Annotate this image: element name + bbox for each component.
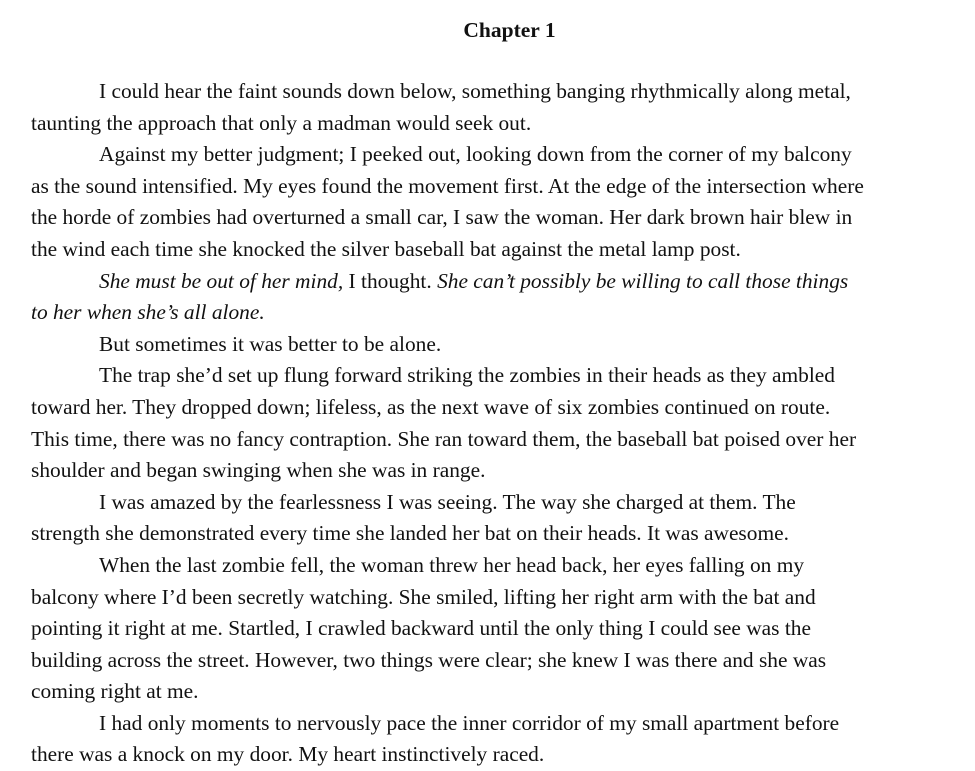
chapter-body <box>31 76 931 771</box>
text-line: taunting the approach that only a madman would seek out. <box>31 110 532 135</box>
text-line: there was a knock on my door. My heart instinctively raced. <box>31 742 545 767</box>
text-line: I could hear the faint sounds down below, something banging rhythmically along metal, <box>99 79 851 103</box>
text-line: coming right at me. <box>31 679 199 704</box>
text-line: This time, there was no fancy contraption. She ran toward them, the baseball bat poised over her <box>31 426 857 451</box>
text-line-mixed <box>31 266 931 298</box>
text-line: When the last zombie fell, the woman threw her head back, her eyes falling on my <box>99 552 805 577</box>
text-line: building across the street. However, two things were clear; she knew I was there and she was <box>31 647 827 672</box>
italic-thought: She can’t possibly be willing to call those things <box>437 268 849 293</box>
text-line: I had only moments to nervously pace the inner corridor of my small apartment before <box>99 710 840 735</box>
text-line: I was amazed by the fearlessness I was seeing. The way she charged at them. The <box>99 489 796 514</box>
text-line: pointing it right at me. Startled, I crawled backward until the only thing I could see was the <box>31 616 811 641</box>
text-line: strength she demonstrated every time she landed her bat on their heads. It was awesome. <box>31 521 789 546</box>
plain-text: I thought. <box>343 268 438 293</box>
text-line: Against my better judgment; I peeked out, looking down from the corner of my balcony <box>99 142 852 167</box>
text-line: as the sound intensified. My eyes found the movement first. At the edge of the intersection where <box>31 173 864 198</box>
italic-thought: She must be out of her mind, <box>99 268 344 293</box>
text-line: The trap she’d set up flung forward striking the zombies in their heads as they ambled <box>99 363 835 388</box>
text-line: toward her. They dropped down; lifeless, as the next wave of six zombies continued on route. <box>31 394 831 419</box>
text-line: balcony where I’d been secretly watching. She smiled, lifting her right arm with the bat and <box>31 584 816 609</box>
text-line-italic <box>31 297 931 329</box>
text-line: shoulder and began swinging when she was in range. <box>31 458 486 483</box>
text-line: But sometimes it was better to be alone. <box>99 331 442 356</box>
text-line: the horde of zombies had overturned a small car, I saw the woman. Her dark brown hair blew in <box>31 205 853 230</box>
chapter-title: Chapter 1 <box>463 18 556 42</box>
italic-thought: to her when she’s all alone. <box>31 300 265 325</box>
text-line: the wind each time she knocked the silver baseball bat against the metal lamp post. <box>31 236 741 261</box>
